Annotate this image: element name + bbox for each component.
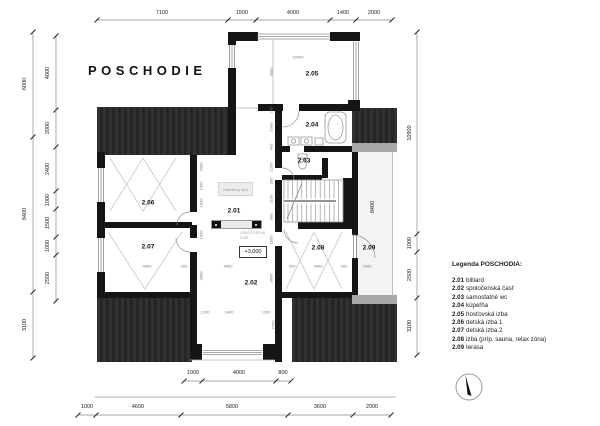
room-label-2-02: 2.02 (244, 279, 258, 287)
room-label-2-09: 2.09 (362, 244, 376, 252)
room-label-2-03: 2.03 (297, 157, 311, 165)
legend-title: Legenda POSCHODIA: (452, 261, 523, 268)
dim-label: 200 (180, 263, 188, 269)
door-arcs (176, 111, 375, 258)
window-bay (203, 351, 262, 355)
legend-item-2-05: 2.05 hosťovská izba (452, 310, 508, 318)
dim-label: 1400 (336, 10, 350, 16)
dim-label: 8400 (370, 200, 376, 214)
window-room207 (99, 238, 104, 272)
room-label-2-08: 2.08 (311, 244, 325, 252)
dim-label: 2000 (365, 404, 379, 410)
dim-label: 1000 (45, 239, 51, 253)
room-label-2-01: 2.01 (227, 207, 241, 215)
dim-label: 4600 (131, 404, 145, 410)
billiard-table-end (252, 221, 261, 228)
dim-label: 10000 (292, 54, 304, 60)
dim-label: 1200 (261, 309, 271, 315)
legend-item-2-01: 2.01 billiard (452, 277, 484, 284)
room-label-2-04: 2.04 (305, 121, 319, 129)
dim-label: 6000 (22, 77, 28, 91)
slope-marks-room208 (286, 232, 342, 289)
level-marker: +3,000 (239, 246, 267, 258)
dim-label: 4600 (142, 263, 152, 269)
page-title: POSCHODIE (88, 63, 207, 78)
dim-label: 3100 (22, 318, 28, 332)
slope-marks-room207 (108, 232, 182, 289)
rest-area-label: odpočinková časť (240, 230, 266, 240)
dim-label: 1900 (268, 235, 274, 245)
dim-label: 2500 (45, 271, 51, 285)
north-arrow-icon (456, 374, 482, 400)
dim-label: 1900 (198, 230, 204, 240)
dim-label: 4800 (223, 263, 233, 269)
dim-label: 2500 (407, 268, 413, 282)
legend-item-2-09: 2.09 terasa (452, 344, 484, 352)
dim-label: 2000 (198, 271, 204, 281)
billiard-table-label: biliardový stôl (218, 182, 253, 196)
dim-label: 200 (268, 106, 274, 114)
bathtub (325, 112, 346, 143)
dim-label: 1000 (186, 370, 200, 376)
dim-label: 5800 (225, 404, 239, 410)
dim-label: 4000 (286, 10, 300, 16)
staircase (284, 180, 343, 222)
dim-label: 1200 (268, 162, 274, 172)
dim-label: 200 (288, 263, 296, 269)
legend-item-2-02: 2.02 spoločenská časť (452, 285, 515, 293)
dim-label: 10900 (407, 125, 413, 141)
window-top (257, 34, 330, 39)
dim-label: 2000 (45, 121, 51, 135)
dim-label: 2400 (45, 162, 51, 176)
dim-label: 300 (268, 177, 274, 185)
billiard-table (211, 220, 262, 229)
dim-label: 8400 (22, 207, 28, 221)
dim-label: 400 (268, 143, 274, 151)
dim-label: 2100 (268, 194, 274, 204)
dim-label: 4000 (45, 66, 51, 80)
dim-label: 1500 (45, 216, 51, 230)
dim-label: 1000 (80, 404, 94, 410)
dim-label: 500 (340, 263, 348, 269)
dim-label: 3600 (313, 404, 327, 410)
terrace-door (354, 235, 357, 258)
dim-label: 2000 (198, 162, 204, 172)
dim-label: 1000 (198, 181, 204, 191)
billiard-table-end (212, 221, 221, 228)
legend-item-2-03: 2.03 samostatné wc (452, 293, 508, 301)
dim-label: 2000 (362, 263, 372, 269)
dim-label: 3100 (407, 319, 413, 333)
legend-item-2-07: 2.07 detská izba 2 (452, 327, 503, 335)
washbasins (288, 137, 323, 145)
window-room205-right (354, 42, 359, 100)
dim-label: 7100 (155, 10, 169, 16)
dim-label: 2750 (270, 320, 276, 330)
dim-label: 1900 (268, 122, 274, 132)
legend-item-2-08: 2.08 izba (príp. sauna, relax zóna) (452, 335, 547, 343)
dim-label: 2000 (367, 10, 381, 16)
dim-label: 3600 (268, 273, 274, 283)
dim-label: 4000 (232, 370, 246, 376)
dim-label: 1000 (45, 193, 51, 207)
legend-item-2-04: 2.04 kúpeľňa (452, 302, 489, 310)
dim-label: 1500 (198, 198, 204, 208)
window-room206 (99, 168, 104, 202)
room-label-2-06: 2.06 (141, 199, 155, 207)
room-label-2-05: 2.05 (305, 70, 319, 78)
dim-label: 3600 (268, 67, 274, 77)
legend (452, 261, 546, 353)
dim-label: 1000 (407, 236, 413, 250)
dim-label: 1500 (235, 10, 249, 16)
legend-item-2-06: 2.06 detská izba 1 (452, 319, 503, 327)
dim-label: 800 (278, 370, 288, 376)
window-gallery-left (230, 45, 235, 68)
dim-label: 300 (268, 213, 274, 221)
room-label-2-07: 2.07 (141, 243, 155, 251)
dim-label: 3400 (313, 263, 323, 269)
dim-label: 1200 (200, 309, 210, 315)
dim-label: 3400 (224, 309, 234, 315)
